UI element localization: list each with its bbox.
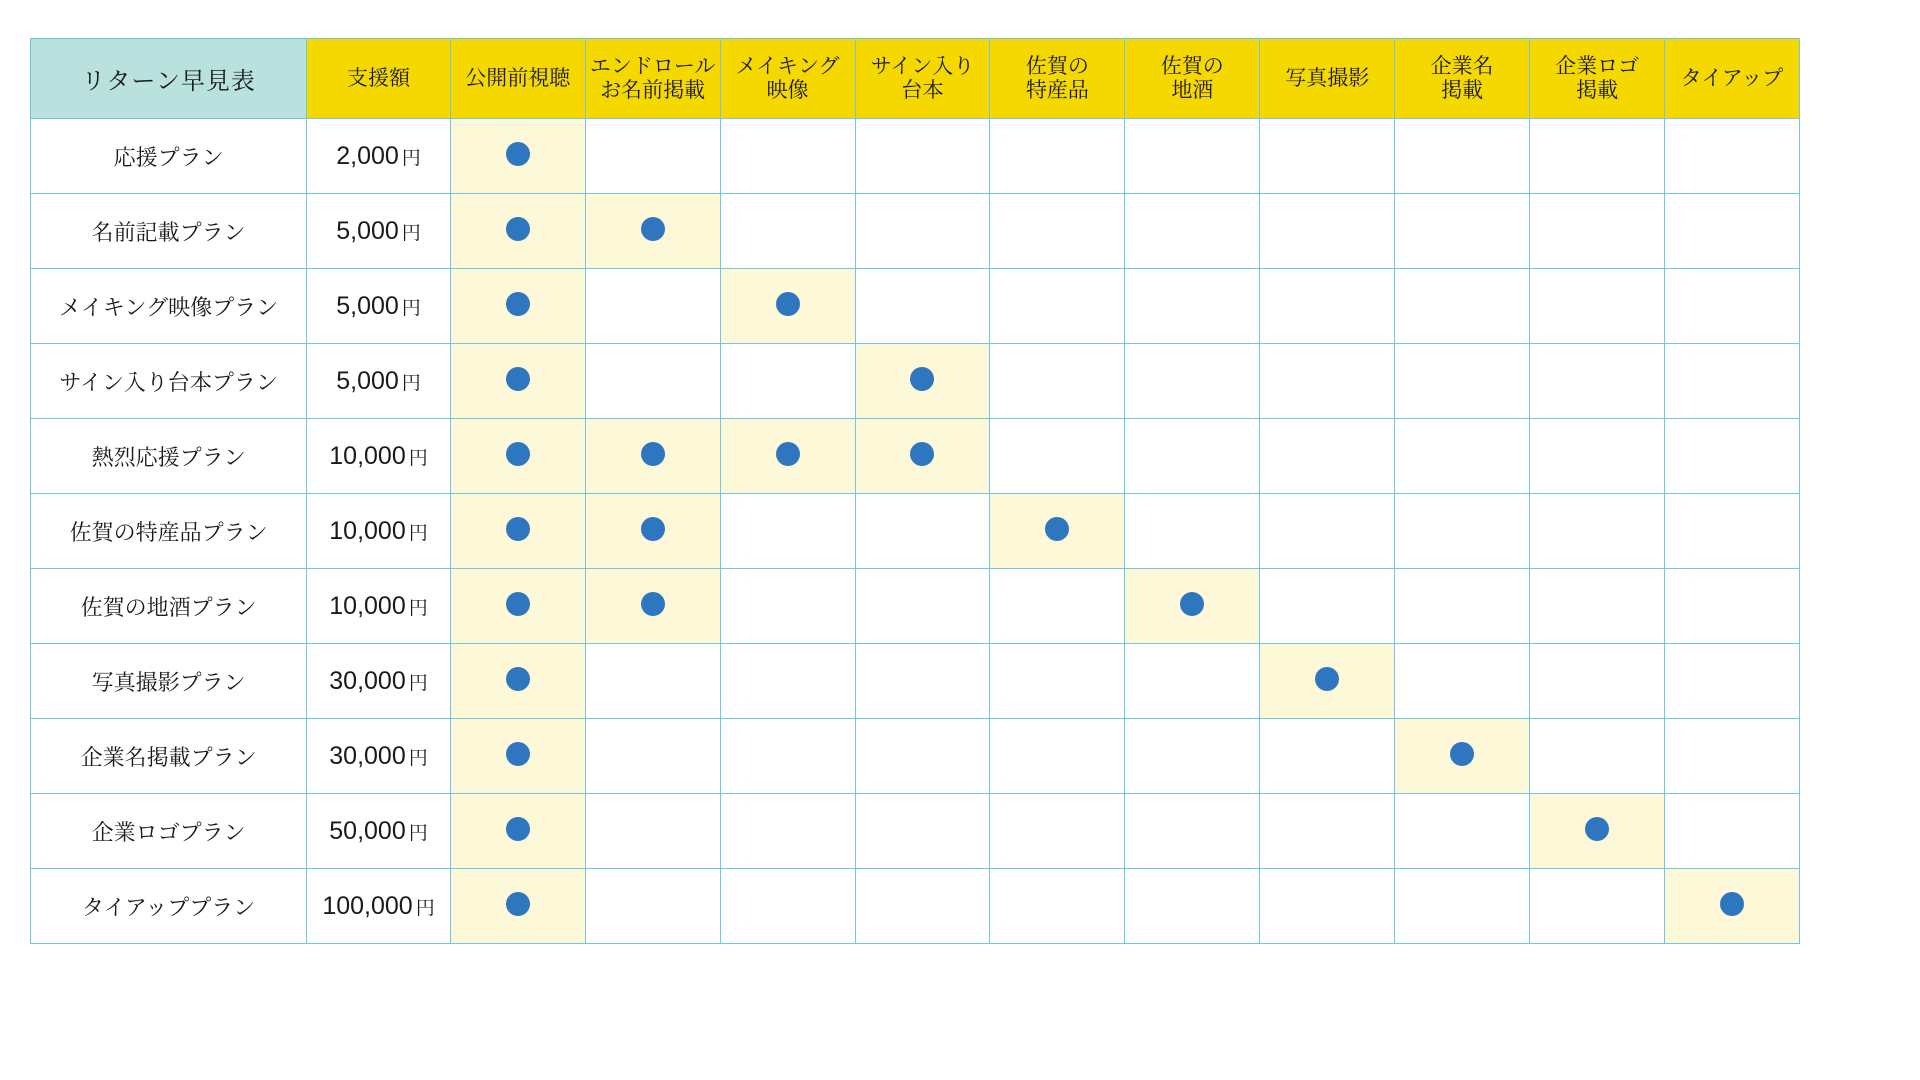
- check-dot-icon: [1720, 892, 1744, 916]
- check-dot-icon: [910, 442, 934, 466]
- column-header-script: [855, 39, 990, 119]
- table-corner-title: リターン早見表: [31, 39, 307, 119]
- benefit-cell-empty: [1530, 269, 1665, 344]
- benefit-cell-included: [855, 419, 990, 494]
- benefit-cell-empty: [1125, 794, 1260, 869]
- benefit-cell-empty: [1665, 344, 1800, 419]
- column-header-script-line-1: サイン入り: [870, 54, 975, 78]
- column-header-tieup-line-1: タイアップ: [1680, 66, 1784, 90]
- column-header-sake: [1125, 39, 1260, 119]
- currency-suffix: 円: [415, 897, 435, 919]
- plan-name-cell: 企業名掲載プラン: [31, 719, 307, 794]
- plan-name-cell: メイキング映像プラン: [31, 269, 307, 344]
- benefit-cell-empty: [855, 119, 990, 194]
- column-header-photo: [1260, 39, 1395, 119]
- benefit-cell-empty: [990, 794, 1125, 869]
- check-dot-icon: [1315, 667, 1339, 691]
- benefit-cell-empty: [990, 869, 1125, 944]
- currency-suffix: 円: [408, 447, 428, 469]
- benefit-cell-empty: [1260, 569, 1395, 644]
- benefit-cell-empty: [1530, 344, 1665, 419]
- table-row: [31, 794, 1800, 869]
- benefit-cell-empty: [990, 644, 1125, 719]
- benefit-cell-empty: [1530, 419, 1665, 494]
- benefit-cell-empty: [1125, 719, 1260, 794]
- column-header-company-name-line-2: 掲載: [1441, 78, 1484, 102]
- check-dot-icon: [1450, 742, 1474, 766]
- check-dot-icon: [1180, 592, 1204, 616]
- currency-suffix: 円: [408, 672, 428, 694]
- column-header-company-name: [1395, 39, 1530, 119]
- benefit-cell-empty: [720, 494, 855, 569]
- table-header: [31, 39, 1800, 119]
- benefit-cell-empty: [1395, 269, 1530, 344]
- benefit-cell-empty: [1125, 119, 1260, 194]
- currency-suffix: 円: [408, 522, 428, 544]
- column-header-script-line-2: 台本: [901, 78, 944, 102]
- benefit-cell-empty: [720, 719, 855, 794]
- currency-suffix: 円: [408, 597, 428, 619]
- check-dot-icon: [910, 367, 934, 391]
- benefit-cell-empty: [1665, 119, 1800, 194]
- currency-suffix: 円: [401, 147, 421, 169]
- check-dot-icon: [506, 667, 530, 691]
- plan-amount-cell: [307, 344, 450, 419]
- reward-table-container: [30, 38, 1800, 944]
- benefit-cell-empty: [720, 119, 855, 194]
- benefit-cell-empty: [1530, 569, 1665, 644]
- benefit-cell-included: [1665, 869, 1800, 944]
- benefit-cell-empty: [1260, 344, 1395, 419]
- plan-name-cell: 名前記載プラン: [31, 194, 307, 269]
- plan-amount-value: 50,000: [329, 816, 406, 845]
- column-header-making: [720, 39, 855, 119]
- plan-amount-value: 10,000: [329, 516, 406, 545]
- benefit-cell-empty: [1125, 644, 1260, 719]
- benefit-cell-included: [450, 644, 585, 719]
- benefit-cell-empty: [1260, 794, 1395, 869]
- currency-suffix: 円: [401, 222, 421, 244]
- benefit-cell-empty: [1395, 194, 1530, 269]
- column-header-company-logo: [1530, 39, 1665, 119]
- column-header-specialty-line-2: 特産品: [1025, 78, 1089, 102]
- check-dot-icon: [641, 442, 665, 466]
- plan-amount-value: 10,000: [329, 441, 406, 470]
- plan-amount-value: 30,000: [329, 666, 406, 695]
- plan-amount-cell: [307, 419, 450, 494]
- benefit-cell-empty: [720, 644, 855, 719]
- benefit-cell-included: [720, 269, 855, 344]
- benefit-cell-empty: [1260, 194, 1395, 269]
- plan-amount-cell: [307, 269, 450, 344]
- benefit-cell-empty: [855, 794, 990, 869]
- column-header-preview-line-1: 公開前視聴: [465, 66, 571, 90]
- plan-amount-cell: [307, 494, 450, 569]
- benefit-cell-empty: [585, 119, 720, 194]
- benefit-cell-empty: [855, 644, 990, 719]
- table-row: [31, 344, 1800, 419]
- column-header-specialty-line-1: 佐賀の: [1025, 54, 1089, 78]
- table-row: [31, 719, 1800, 794]
- check-dot-icon: [641, 592, 665, 616]
- column-header-sake-line-2: 地酒: [1171, 78, 1214, 102]
- benefit-cell-empty: [1260, 869, 1395, 944]
- plan-amount-value: 2,000: [336, 141, 399, 170]
- benefit-cell-included: [585, 419, 720, 494]
- benefit-cell-included: [1125, 569, 1260, 644]
- check-dot-icon: [506, 517, 530, 541]
- check-dot-icon: [506, 892, 530, 916]
- plan-amount-cell: [307, 194, 450, 269]
- benefit-cell-empty: [1530, 119, 1665, 194]
- benefit-cell-included: [585, 194, 720, 269]
- benefit-cell-empty: [1665, 794, 1800, 869]
- column-header-endroll: [585, 39, 720, 119]
- benefit-cell-empty: [585, 344, 720, 419]
- benefit-cell-empty: [585, 869, 720, 944]
- benefit-cell-empty: [1665, 419, 1800, 494]
- benefit-cell-included: [450, 419, 585, 494]
- benefit-cell-empty: [1125, 194, 1260, 269]
- benefit-cell-included: [450, 119, 585, 194]
- benefit-cell-empty: [1125, 269, 1260, 344]
- column-header-making-line-2: 映像: [766, 78, 809, 102]
- benefit-cell-empty: [585, 719, 720, 794]
- benefit-cell-empty: [1665, 644, 1800, 719]
- benefit-cell-empty: [855, 194, 990, 269]
- benefit-cell-empty: [720, 569, 855, 644]
- currency-suffix: 円: [401, 297, 421, 319]
- benefit-cell-empty: [1665, 569, 1800, 644]
- benefit-cell-empty: [1665, 269, 1800, 344]
- check-dot-icon: [506, 442, 530, 466]
- plan-amount-value: 10,000: [329, 591, 406, 620]
- benefit-cell-empty: [855, 269, 990, 344]
- plan-name-cell: 写真撮影プラン: [31, 644, 307, 719]
- benefit-cell-empty: [1395, 794, 1530, 869]
- column-header-amount-line-1: 支援額: [347, 66, 410, 90]
- check-dot-icon: [506, 292, 530, 316]
- column-header-endroll-line-1: エンドロール: [589, 54, 716, 78]
- plan-name-cell: タイアッププラン: [31, 869, 307, 944]
- table-row: [31, 644, 1800, 719]
- table-body: [31, 119, 1800, 944]
- benefit-cell-empty: [1260, 494, 1395, 569]
- plan-amount-value: 5,000: [336, 291, 399, 320]
- plan-amount-value: 5,000: [336, 366, 399, 395]
- benefit-cell-empty: [1395, 569, 1530, 644]
- benefit-cell-empty: [1395, 344, 1530, 419]
- benefit-cell-included: [1260, 644, 1395, 719]
- header-row: [31, 39, 1800, 119]
- plan-amount-value: 30,000: [329, 741, 406, 770]
- benefit-cell-included: [585, 569, 720, 644]
- benefit-cell-included: [450, 719, 585, 794]
- plan-name-cell: サイン入り台本プラン: [31, 344, 307, 419]
- check-dot-icon: [506, 217, 530, 241]
- plan-name-cell: 企業ロゴプラン: [31, 794, 307, 869]
- reward-comparison-table: [30, 38, 1800, 944]
- benefit-cell-empty: [585, 269, 720, 344]
- benefit-cell-included: [855, 344, 990, 419]
- benefit-cell-empty: [1395, 419, 1530, 494]
- benefit-cell-empty: [1395, 644, 1530, 719]
- plan-amount-cell: [307, 569, 450, 644]
- benefit-cell-empty: [720, 794, 855, 869]
- column-header-company-logo-line-1: 企業ロゴ: [1555, 54, 1640, 78]
- check-dot-icon: [641, 217, 665, 241]
- check-dot-icon: [1585, 817, 1609, 841]
- table-row: [31, 419, 1800, 494]
- check-dot-icon: [641, 517, 665, 541]
- currency-suffix: 円: [408, 822, 428, 844]
- check-dot-icon: [506, 817, 530, 841]
- benefit-cell-included: [450, 194, 585, 269]
- table-row: [31, 194, 1800, 269]
- benefit-cell-empty: [1260, 119, 1395, 194]
- check-dot-icon: [506, 742, 530, 766]
- benefit-cell-empty: [1395, 869, 1530, 944]
- check-dot-icon: [506, 367, 530, 391]
- column-header-making-line-1: メイキング: [735, 54, 840, 78]
- benefit-cell-empty: [585, 794, 720, 869]
- plan-amount-cell: [307, 794, 450, 869]
- benefit-cell-included: [450, 494, 585, 569]
- benefit-cell-included: [585, 494, 720, 569]
- benefit-cell-empty: [855, 494, 990, 569]
- benefit-cell-empty: [1530, 719, 1665, 794]
- check-dot-icon: [506, 142, 530, 166]
- benefit-cell-empty: [855, 719, 990, 794]
- column-header-sake-line-1: 佐賀の: [1160, 54, 1224, 78]
- benefit-cell-empty: [990, 269, 1125, 344]
- benefit-cell-empty: [1530, 494, 1665, 569]
- benefit-cell-empty: [1125, 869, 1260, 944]
- benefit-cell-empty: [1665, 194, 1800, 269]
- benefit-cell-empty: [1395, 119, 1530, 194]
- benefit-cell-empty: [1530, 869, 1665, 944]
- benefit-cell-empty: [990, 194, 1125, 269]
- benefit-cell-empty: [1260, 419, 1395, 494]
- plan-name-cell: 熱烈応援プラン: [31, 419, 307, 494]
- currency-suffix: 円: [401, 372, 421, 394]
- benefit-cell-included: [450, 344, 585, 419]
- table-row: [31, 494, 1800, 569]
- benefit-cell-included: [450, 869, 585, 944]
- benefit-cell-empty: [1260, 719, 1395, 794]
- benefit-cell-empty: [990, 119, 1125, 194]
- plan-name-cell: 佐賀の地酒プラン: [31, 569, 307, 644]
- check-dot-icon: [1045, 517, 1069, 541]
- plan-amount-cell: [307, 644, 450, 719]
- benefit-cell-empty: [720, 869, 855, 944]
- benefit-cell-empty: [990, 419, 1125, 494]
- benefit-cell-empty: [720, 344, 855, 419]
- column-header-endroll-line-2: お名前掲載: [600, 78, 706, 102]
- plan-name-cell: 応援プラン: [31, 119, 307, 194]
- column-header-photo-line-1: 写真撮影: [1285, 66, 1370, 90]
- benefit-cell-included: [450, 794, 585, 869]
- benefit-cell-empty: [1665, 719, 1800, 794]
- benefit-cell-empty: [1260, 269, 1395, 344]
- table-row: [31, 869, 1800, 944]
- benefit-cell-empty: [990, 569, 1125, 644]
- table-row: [31, 119, 1800, 194]
- benefit-cell-empty: [990, 344, 1125, 419]
- column-header-tieup: [1665, 39, 1800, 119]
- column-header-amount: [307, 39, 450, 119]
- table-row: [31, 569, 1800, 644]
- check-dot-icon: [776, 292, 800, 316]
- benefit-cell-empty: [720, 194, 855, 269]
- benefit-cell-included: [990, 494, 1125, 569]
- currency-suffix: 円: [408, 747, 428, 769]
- benefit-cell-included: [1530, 794, 1665, 869]
- plan-name-cell: 佐賀の特産品プラン: [31, 494, 307, 569]
- benefit-cell-empty: [1395, 494, 1530, 569]
- benefit-cell-included: [450, 269, 585, 344]
- table-row: [31, 269, 1800, 344]
- benefit-cell-empty: [855, 869, 990, 944]
- plan-amount-cell: [307, 719, 450, 794]
- benefit-cell-included: [1395, 719, 1530, 794]
- benefit-cell-included: [720, 419, 855, 494]
- benefit-cell-included: [450, 569, 585, 644]
- plan-amount-cell: [307, 869, 450, 944]
- column-header-company-logo-line-2: 掲載: [1576, 78, 1619, 102]
- check-dot-icon: [776, 442, 800, 466]
- benefit-cell-empty: [1125, 419, 1260, 494]
- benefit-cell-empty: [1125, 494, 1260, 569]
- plan-amount-value: 100,000: [322, 891, 413, 920]
- column-header-specialty: [990, 39, 1125, 119]
- benefit-cell-empty: [990, 719, 1125, 794]
- column-header-company-name-line-1: 企業名: [1430, 54, 1494, 78]
- benefit-cell-empty: [1530, 194, 1665, 269]
- benefit-cell-empty: [585, 644, 720, 719]
- plan-amount-value: 5,000: [336, 216, 399, 245]
- plan-amount-cell: [307, 119, 450, 194]
- benefit-cell-empty: [1125, 344, 1260, 419]
- column-header-preview: [450, 39, 585, 119]
- check-dot-icon: [506, 592, 530, 616]
- benefit-cell-empty: [855, 569, 990, 644]
- benefit-cell-empty: [1530, 644, 1665, 719]
- benefit-cell-empty: [1665, 494, 1800, 569]
